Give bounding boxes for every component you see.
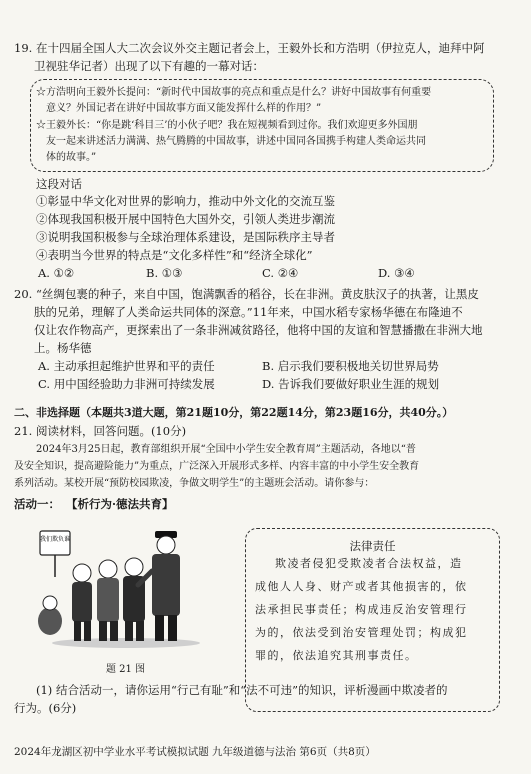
activity-title: 【析行为·德法共育】 <box>66 497 174 511</box>
option-b[interactable]: B. ①③ <box>146 266 183 280</box>
dialogue-line: 友一起来讲述活力满满、热气腾腾的中国故事，讲述中国同各国携手构建人类命运共同 <box>46 136 426 147</box>
figure-caption: 题 21 图 <box>106 664 146 675</box>
page-footer: 2024年龙湖区初中学业水平考试模拟试题 九年级道德与法治 第6页（共8页） <box>14 746 376 758</box>
option-c[interactable]: C. ②④ <box>262 266 299 280</box>
q21-intro: 21. 阅读材料，回答问题。(10分) <box>14 424 187 438</box>
law-line: 法承担民事责任；构成违反治安管理行 <box>255 603 468 616</box>
material-line: 系列活动。某校开展“预防校园欺凌，争做文明学生”的主题班会活动。请你参与： <box>14 478 375 489</box>
bullying-cartoon <box>34 521 202 649</box>
statement: ②体现我国积极开展中国特色大国外交，引领人类进步潮流 <box>36 212 335 226</box>
law-line: 罪的，依法追究其刑事责任。 <box>255 649 418 662</box>
q19-line1: 19. 在十四届全国人大二次会议外交主题记者会上，王毅外长和方浩明（伊拉克人，迪拜中阿 <box>14 41 485 55</box>
law-line: 为的，依法受到治安管理处罚；构成犯 <box>255 626 468 639</box>
option-d[interactable]: D. 告诉我们要做好职业生涯的规划 <box>262 377 440 391</box>
dialogue-line: 意义？外国记者在讲好中国故事方面又能发挥什么样的作用？” <box>46 103 322 114</box>
q20-line: 肤的兄弟，理解了人类命运共同体的深意。”11年来，中国水稻专家杨华德在布隆迪不 <box>34 305 463 319</box>
option-a[interactable]: A. 主动承担起维护世界和平的责任 <box>38 359 215 373</box>
section-heading: 二、非选择题（本题共3道大题，第21题10分，第22题14分，第23题16分，共40分。） <box>14 406 454 419</box>
option-b[interactable]: B. 启示我们要积极地关切世界局势 <box>262 359 439 373</box>
dialogue-line: 体的故事。” <box>46 152 97 163</box>
subq1-line: (1) 结合活动一，请你运用“行己有耻”和“法不可违”的知识，评析漫画中欺凌者的 <box>36 683 448 697</box>
subq1-line: 行为。(6分) <box>14 701 77 715</box>
statement: ④表明当今世界的特点是“文化多样性”和“经济全球化” <box>36 248 313 262</box>
dialogue-line: ☆王毅外长：“你是跳‘科目三’的小伙子吧？我在短视频看到过你。我们欢迎更多外国朋 <box>36 120 418 131</box>
option-d[interactable]: D. ③④ <box>378 266 415 280</box>
option-c[interactable]: C. 用中国经验助力非洲可持续发展 <box>38 377 215 391</box>
dialogue-line: ☆方浩明向王毅外长提问：“新时代中国故事的亮点和重点是什么？讲好中国故事有何重要 <box>36 87 432 98</box>
q20-line: 上。杨华德 <box>34 341 92 355</box>
statement: ①彰显中华文化对世界的影响力，推动中外文化的交流互鉴 <box>36 194 335 208</box>
cartoon-sign: 我们欺负谁 <box>39 536 71 543</box>
law-line: 欺凌者侵犯受欺凌者合法权益，造 <box>275 557 463 570</box>
law-box-title: 法律责任 <box>349 539 396 553</box>
law-line: 成他人人身、财产或者其他损害的，依 <box>255 580 468 593</box>
statement: ③说明我国积极参与全球治理体系建设，是国际秩序主导者 <box>36 230 335 244</box>
q20-line: 20. “丝绸包裹的种子，来自中国，饱满飘香的稻谷，长在非洲。黄皮肤汉子的执著，让黑皮 <box>14 287 479 301</box>
material-line: 及安全知识，提高避险能力”为重点，广泛深入开展形式多样、内容丰富的中小学生安全教育 <box>14 461 420 472</box>
activity-label: 活动一： <box>14 497 60 511</box>
material-line: 2024年3月25日起，教育部组织开展“全国中小学生安全教育周”主题活动，各地以“普 <box>36 444 416 455</box>
option-a[interactable]: A. ①② <box>38 266 75 280</box>
q19-line2: 卫视驻华记者）出现了以下有趣的一幕对话： <box>34 59 264 73</box>
q20-line: 仅让农作物高产，更探索出了一条非洲减贫路径，他将中国的友谊和智慧播撒在非洲大地 <box>34 323 483 337</box>
q19-stem: 这段对话 <box>36 177 82 191</box>
